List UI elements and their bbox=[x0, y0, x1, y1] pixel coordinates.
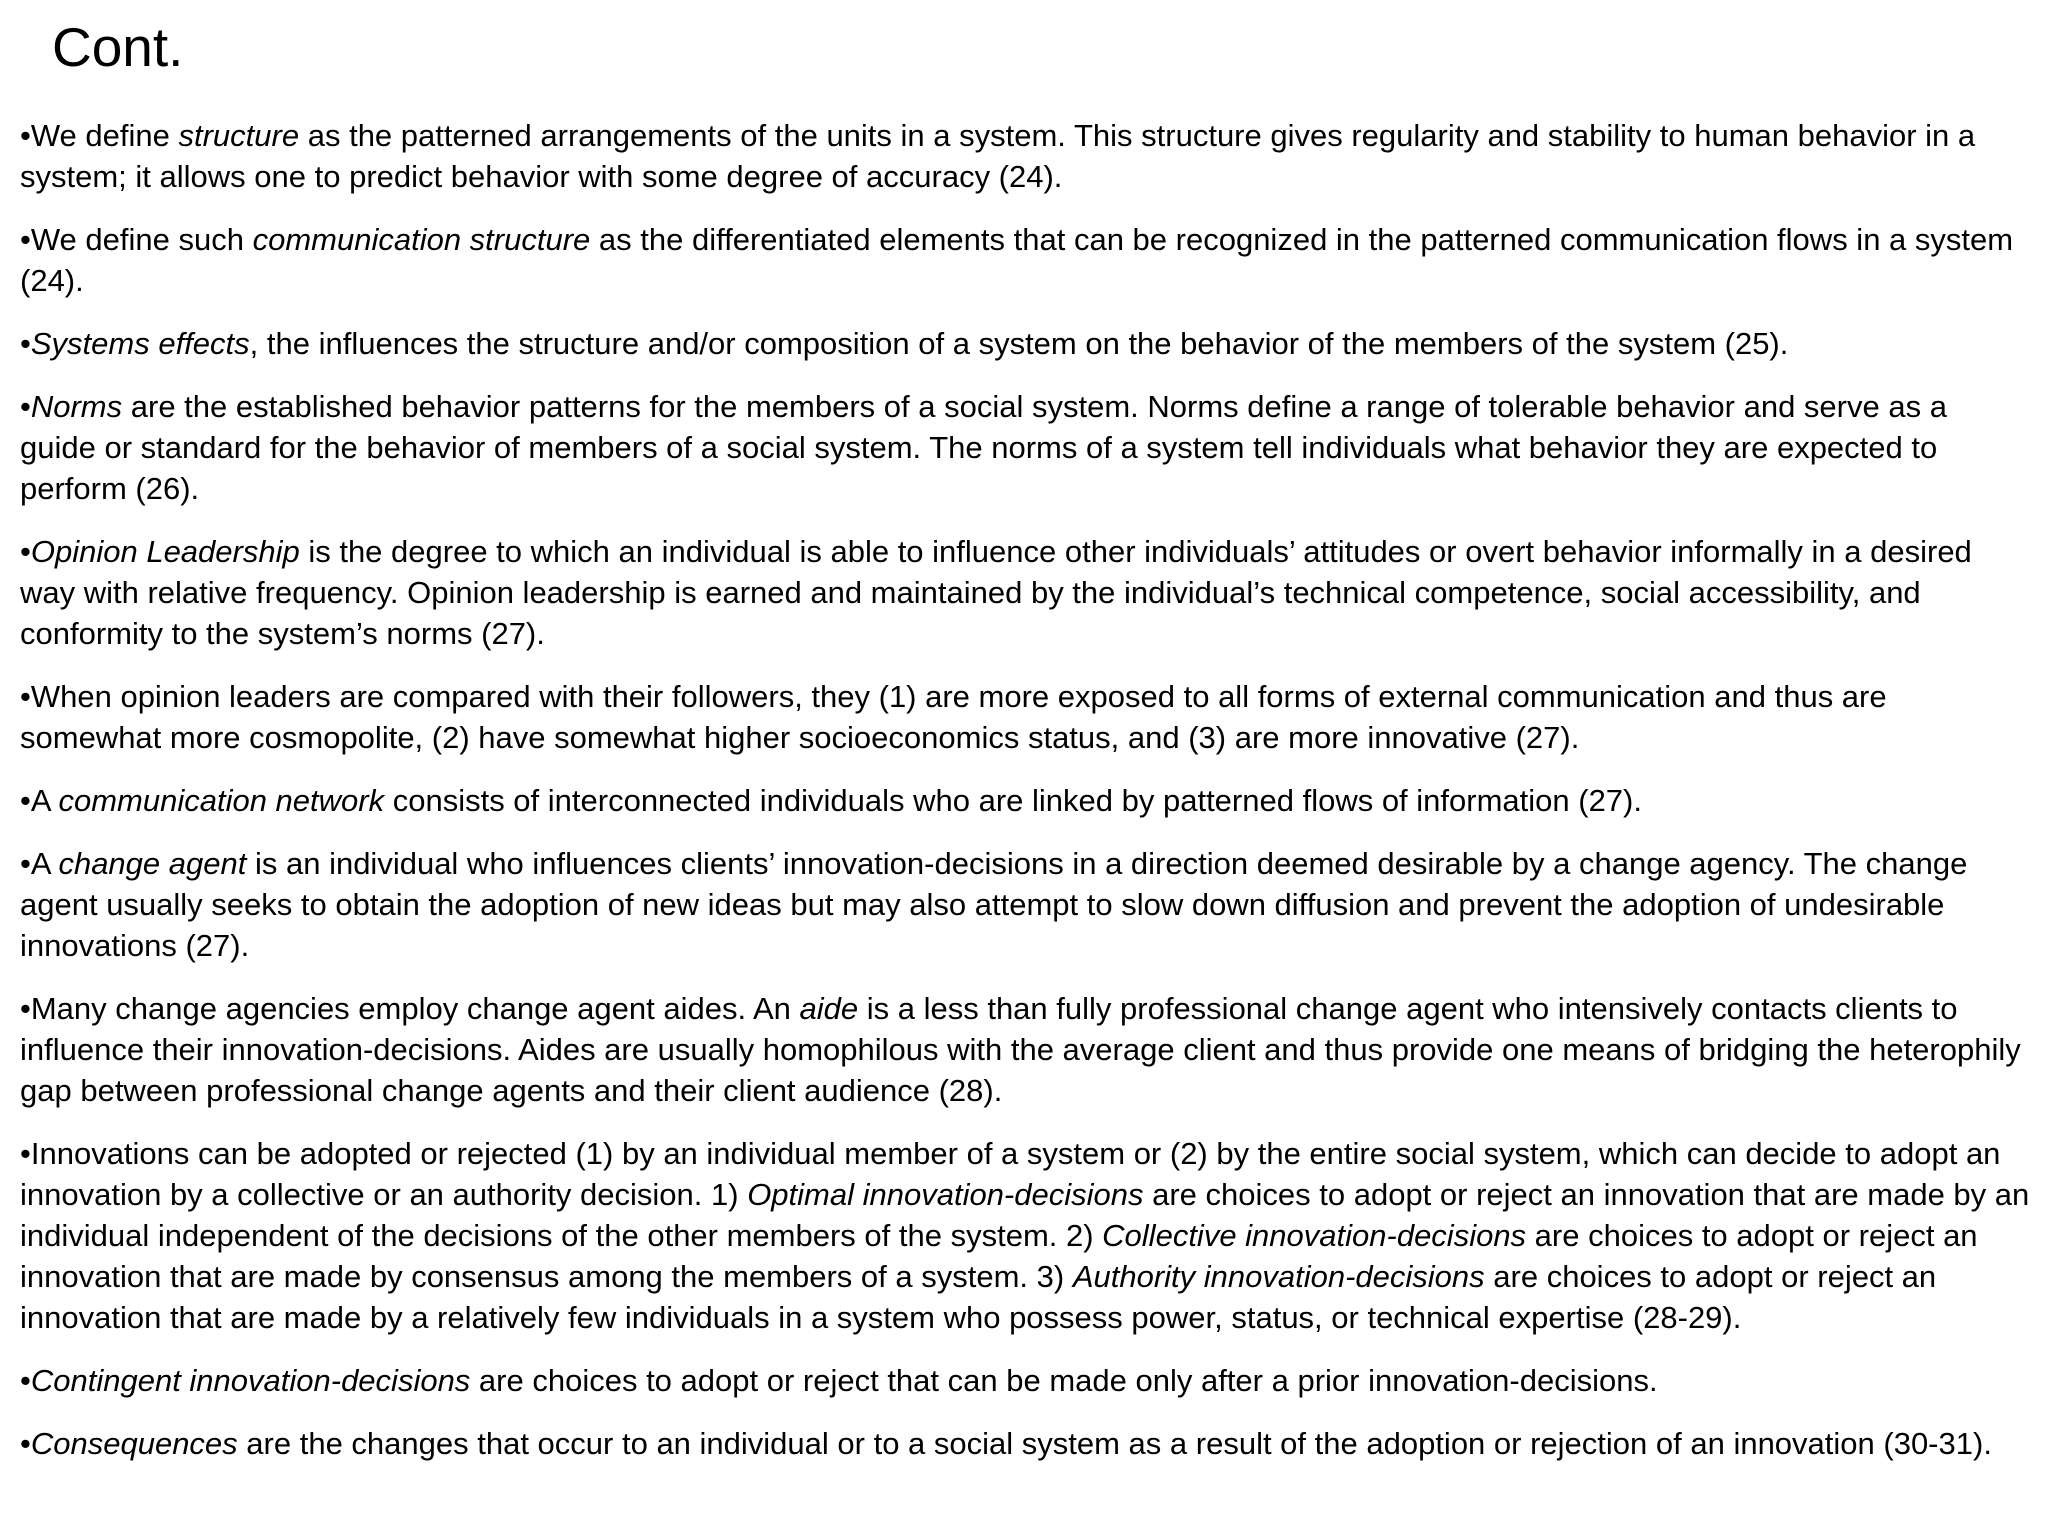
body-text: are choices to adopt or reject that can be made only after a prior innovation-decisions. bbox=[470, 1363, 1658, 1398]
body-text: as the differentiated elements that can be recognized in the patterned communication flows in a system (24). bbox=[20, 222, 2014, 298]
body-text: We define such bbox=[30, 222, 253, 257]
defined-term: aide bbox=[799, 991, 859, 1026]
body-text: consists of interconnected individuals who are linked by patterned flows of information (27). bbox=[384, 783, 1642, 818]
defined-term: Systems effects bbox=[30, 326, 250, 361]
body-text: are the changes that occur to an individual or to a social system as a result of the adoption or rejection of an innovation (30-31). bbox=[237, 1426, 1992, 1461]
defined-term: Collective innovation-decisions bbox=[1102, 1218, 1527, 1253]
bullet-item bbox=[20, 676, 2030, 758]
bullet-marker: • bbox=[20, 534, 31, 569]
body-text: , the influences the structure and/or composition of a system on the behavior of the members of the system (25). bbox=[249, 326, 1789, 361]
body-text: as the patterned arrangements of the units in a system. This structure gives regularity and stability to human behavior in a system; it allows one to predict behavior with some degree of accuracy (24). bbox=[20, 118, 1976, 194]
defined-term: Authority innovation-decisions bbox=[1072, 1259, 1485, 1294]
bullet-marker: • bbox=[20, 1426, 31, 1461]
bullet-marker: • bbox=[20, 389, 31, 424]
body-text: are choices to adopt or reject an innovation that are made by a relatively few individuals in a system who possess power, status, or technical expertise (28-29). bbox=[20, 1259, 1937, 1335]
defined-term: Optimal innovation-decisions bbox=[747, 1177, 1144, 1212]
bullet-item bbox=[20, 115, 2030, 197]
defined-term: structure bbox=[178, 118, 300, 153]
body-text: are choices to adopt or reject an innovation that are made by an individual independent of the decisions of the other members of the system. 2) bbox=[20, 1177, 2030, 1253]
bullet-marker: • bbox=[20, 222, 31, 257]
bullet-marker: • bbox=[20, 1363, 31, 1398]
slide-title: Cont. bbox=[52, 16, 184, 78]
bullet-list bbox=[20, 115, 2030, 1464]
body-text: A bbox=[30, 783, 59, 818]
bullet-marker: • bbox=[20, 1136, 31, 1171]
body-text: is the degree to which an individual is able to influence other individuals’ attitudes or overt behavior informally in a desired way with relative frequency. Opinion leadership is earned and maintained by the individual’s technical competence, social accessibility, and conformity to the system’s norms (27). bbox=[20, 534, 1972, 651]
bullet-item bbox=[20, 323, 2030, 364]
defined-term: communication network bbox=[58, 783, 385, 818]
bullet-item bbox=[20, 843, 2030, 966]
bullet-marker: • bbox=[20, 783, 31, 818]
body-text: is an individual who influences clients’ innovation-decisions in a direction deemed desirable by a change agency. The change agent usually seeks to obtain the adoption of new ideas but may also attempt to slow down diffusion and prevent the adoption of undesirable innovations (27). bbox=[20, 846, 1968, 963]
body-text: A bbox=[30, 846, 59, 881]
bullet-item bbox=[20, 1423, 2030, 1464]
bullet-item bbox=[20, 531, 2030, 654]
bullet-item bbox=[20, 1133, 2030, 1338]
bullet-item bbox=[20, 386, 2030, 509]
defined-term: change agent bbox=[58, 846, 247, 881]
defined-term: Consequences bbox=[30, 1426, 238, 1461]
bullet-item bbox=[20, 988, 2030, 1111]
body-text: is a less than fully professional change agent who intensively contacts clients to influence their innovation-decisions. Aides are usually homophilous with the average client and thus provide one means of bridging the heterophily gap between professional change agents and their client audience (28). bbox=[20, 991, 2021, 1108]
bullet-item bbox=[20, 1360, 2030, 1401]
bullet-item bbox=[20, 780, 2030, 821]
defined-term: Norms bbox=[30, 389, 123, 424]
bullet-marker: • bbox=[20, 846, 31, 881]
body-text: are the established behavior patterns for the members of a social system. Norms define a range of tolerable behavior and serve as a guide or standard for the behavior of members of a social system. The norms of a system tell individuals what behavior they are expected to perform (26). bbox=[20, 389, 1947, 506]
body-text: Many change agencies employ change agent aides. An bbox=[30, 991, 800, 1026]
body-text: We define bbox=[30, 118, 179, 153]
body-text: are choices to adopt or reject an innovation that are made by consensus among the members of a system. 3) bbox=[20, 1218, 1978, 1294]
defined-term: communication structure bbox=[252, 222, 591, 257]
bullet-item bbox=[20, 219, 2030, 301]
body-text: Innovations can be adopted or rejected (1) by an individual member of a system or (2) by the entire social system, which can decide to adopt an innovation by a collective or an authority decision. 1) bbox=[20, 1136, 2001, 1212]
body-text: When opinion leaders are compared with their followers, they (1) are more exposed to all forms of external communication and thus are somewhat more cosmopolite, (2) have somewhat higher socioeconomics status, and (3) are more innovative (27). bbox=[20, 679, 1887, 755]
bullet-marker: • bbox=[20, 679, 31, 714]
defined-term: Opinion Leadership bbox=[30, 534, 300, 569]
defined-term: Contingent innovation-decisions bbox=[30, 1363, 471, 1398]
bullet-marker: • bbox=[20, 118, 31, 153]
bullet-marker: • bbox=[20, 991, 31, 1026]
bullet-marker: • bbox=[20, 326, 31, 361]
